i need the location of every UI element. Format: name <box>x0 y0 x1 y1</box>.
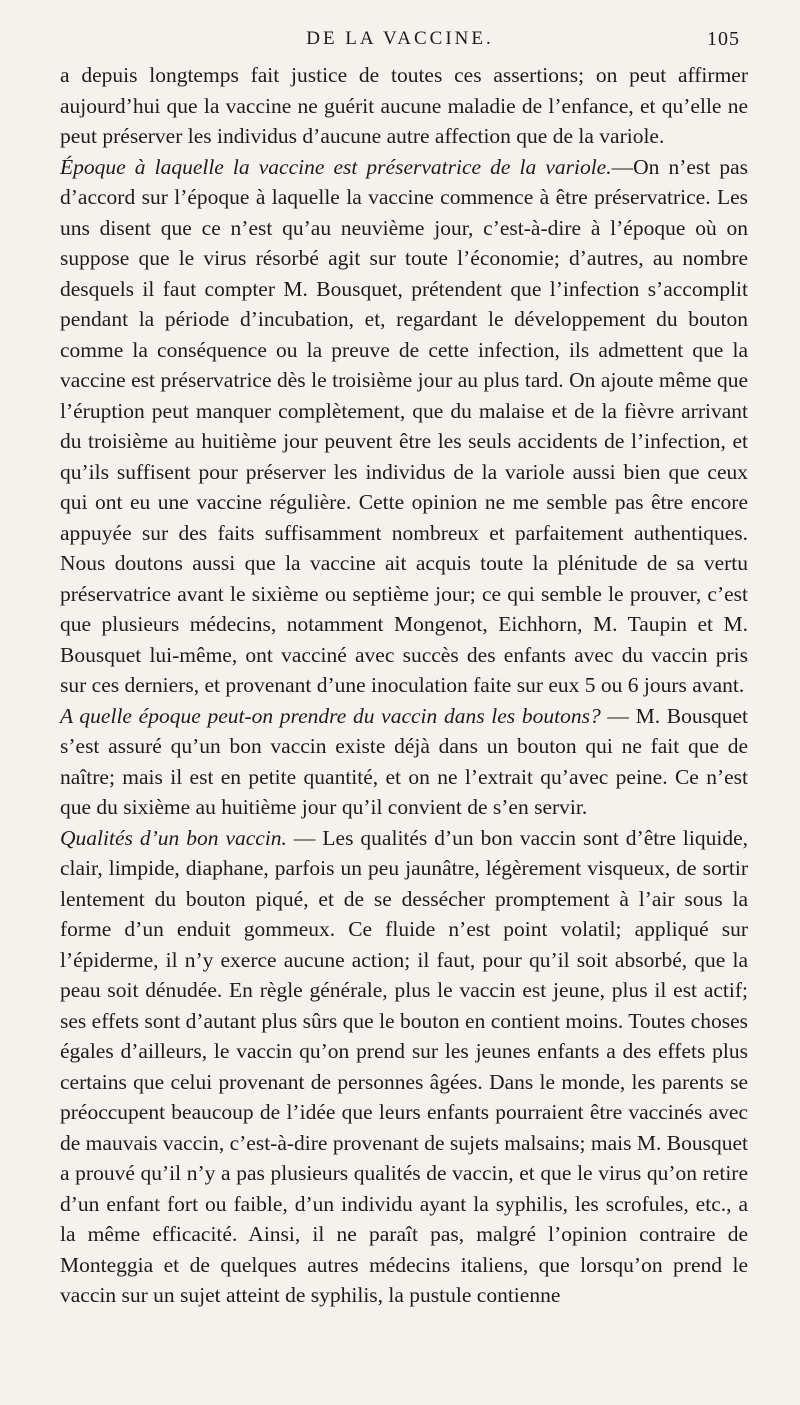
paragraph-continuation <box>60 60 748 152</box>
paragraph-text: —On n’est pas d’accord sur l’époque à laquelle la vaccine commence à être préservatrice. Les uns disent que ce n’est qu’au neuvième jour, c’est-à-dire à l’époque où on suppose que le virus résorbé agit sur toute l’économie; d’autres, au nombre desquels il faut compter M. Bousquet, prétendent que l’infection s’accomplit pendant la période d’incubation, et, regardant le développement du bouton comme la conséquence ou la preuve de cette infection, ils admettent que la vaccine est préservatrice dès le troisième jour au plus tard. On ajoute même que l’éruption peut manquer complètement, que du malaise et de la fièvre arrivant du troisième au huitième jour peuvent être les seuls accidents de l’infection, et qu’ils suffisent pour préserver les individus de la variole aussi bien que ceux qui ont eu une vaccine régulière. Cette opinion ne me semble pas être encore appuyée sur des faits suffisamment nombreux et parfaitement authentiques. Nous doutons aussi que la vaccine ait acquis toute la plénitude de sa vertu préservatrice avant le sixième ou septième jour; ce qui semble le prouver, c’est que plusieurs médecins, notamment Mongenot, Eichhorn, M. Taupin et M. Bousquet lui-même, ont vacciné avec succès des enfants avec du vaccin pris sur ces derniers, et provenant d’une inoculation faite sur eux 5 ou 6 jours avant. <box>60 154 748 697</box>
section-title: Qualités d’un bon vaccin. <box>60 825 287 850</box>
page-number: 105 <box>707 28 740 50</box>
paragraph-qualites-vaccin <box>60 823 748 1311</box>
page-header <box>60 28 740 56</box>
paragraph-epoque-prendre-vaccin <box>60 701 748 823</box>
running-head: DE LA VACCINE. <box>306 28 494 49</box>
section-title: A quelle époque peut-on prendre du vaccin dans les boutons? <box>60 703 601 728</box>
paragraph-text: — Les qualités d’un bon vaccin sont d’être liquide, clair, limpide, diaphane, parfois un peu jaunâtre, légèrement visqueux, de sortir lentement du bouton piqué, et de se dessécher promptement à l’air sous la forme d’un enduit gommeux. Ce fluide n’est point volatil; appliqué sur l’épiderme, il n’y exerce aucune action; il faut, pour qu’il soit absorbé, que la peau soit dénudée. En règle générale, plus le vaccin est jeune, plus il est actif; ses effets sont d’autant plus sûrs que le bouton en contient moins. Toutes choses égales d’ailleurs, le vaccin qu’on prend sur les jeunes enfants a des effets plus certains que celui provenant de personnes âgées. Dans le monde, les parents se préoccupent beaucoup de l’idée que leurs enfants pourraient être vaccinés avec de mauvais vaccin, c’est-à-dire provenant de sujets malsains; mais M. Bousquet a prouvé qu’il n’y a pas plusieurs qualités de vaccin, et que le virus qu’on retire d’un enfant fort ou faible, d’un individu ayant la syphilis, les scrofules, etc., a la même efficacité. Ainsi, il ne paraît pas, malgré l’opinion contraire de Monteggia et de quelques autres médecins italiens, que lorsqu’on prend le vaccin sur un sujet atteint de syphilis, la pustule contienne <box>60 825 748 1307</box>
paragraph-text: a depuis longtemps fait justice de toutes ces assertions; on peut affirmer aujourd’hui que la vaccine ne guérit aucune maladie de l’enfance, et qu’elle ne peut préserver les individus d’aucune autre affection que de la variole. <box>60 63 748 148</box>
section-title: Époque à laquelle la vaccine est préservatrice de la variole. <box>60 154 612 179</box>
paragraph-epoque-preservatrice <box>60 152 748 701</box>
paragraph-text: — M. Bousquet s’est assuré qu’un bon vaccin existe déjà dans un bouton qui ne fait que de naître; mais il est en petite quantité, et on ne l’extrait qu’avec peine. Ce n’est que du sixième au huitième jour qu’il convient de s’en servir. <box>60 703 748 819</box>
body-text <box>60 60 748 1311</box>
